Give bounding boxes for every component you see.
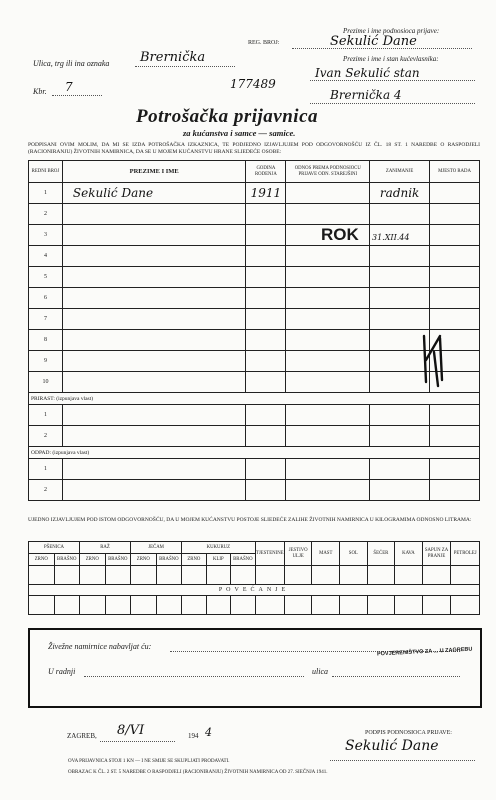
sub-header: ZRNO bbox=[29, 554, 55, 566]
row-number: 2 bbox=[29, 204, 63, 225]
row-number: 3 bbox=[29, 225, 63, 246]
table-row bbox=[29, 309, 480, 330]
applicant-label: Prezime i ime podnosioca prijave: bbox=[343, 27, 440, 35]
street-label: Ulica, trg ili ina oznaka bbox=[33, 59, 110, 68]
table-row bbox=[29, 288, 480, 309]
sub-header: ZRNO bbox=[182, 554, 207, 566]
col-odnos: ODNOS PREMA PODNOSIOCU PRIJAVE ODN. STAREJŠINI bbox=[286, 161, 370, 183]
entry-workplace bbox=[430, 183, 480, 204]
signature: Sekulić Dane bbox=[345, 738, 439, 754]
col-prezime: PREZIME I IME bbox=[62, 161, 246, 183]
sub-header: KLIP bbox=[206, 554, 231, 566]
row-number: 4 bbox=[29, 246, 63, 267]
page-subtitle: za kućanstva i samce — samice. bbox=[183, 128, 296, 138]
supply-box bbox=[28, 628, 482, 708]
col-redni-broj: REDNI BROJ bbox=[29, 161, 63, 183]
rok-date: 31.XII.44 bbox=[372, 233, 410, 242]
sub-header: BRAŠNO bbox=[105, 554, 131, 566]
col-secer: ŠEĆER bbox=[367, 542, 395, 566]
table-row bbox=[29, 372, 480, 393]
street-line bbox=[135, 66, 235, 67]
table-row bbox=[29, 405, 480, 426]
col-godina: GODINA RODENJA bbox=[246, 161, 286, 183]
col-ulje: JESTIVO ULJE bbox=[284, 542, 312, 566]
row-number: 1 bbox=[29, 459, 63, 480]
col-sapun: SAPUN ZA PRANJE bbox=[422, 542, 451, 566]
sub-header: BRAŠNO bbox=[54, 554, 80, 566]
kbr-label: Kbr. bbox=[33, 87, 47, 96]
applicant-name: Sekulić Dane bbox=[330, 34, 417, 49]
reg-number-label: REG. BROJ: bbox=[248, 40, 280, 46]
col-tjestenine: TJESTENINE bbox=[255, 542, 284, 566]
householder-line-2 bbox=[310, 103, 475, 104]
registration-number: 177489 bbox=[230, 77, 276, 91]
date-line bbox=[100, 741, 175, 742]
group-kukuruz: KUKURUZ bbox=[182, 542, 256, 554]
office-stamp: POVJERENIŠTVO ZA ... U ZAGREBU bbox=[376, 646, 473, 658]
householder-line bbox=[310, 80, 475, 81]
table-row bbox=[29, 330, 480, 351]
odpad-header-row bbox=[29, 447, 480, 459]
table-row bbox=[29, 183, 480, 204]
col-zanimanje: ZANIMANJE bbox=[370, 161, 430, 183]
table-row bbox=[29, 246, 480, 267]
table-row bbox=[29, 480, 480, 501]
shop-street-label: ulica bbox=[312, 667, 328, 676]
kbr-line bbox=[52, 95, 102, 96]
row-number: 9 bbox=[29, 351, 63, 372]
group-jecam: JEČAM bbox=[131, 542, 182, 554]
householder-label: Prezime i ime i stan kućevlasnika: bbox=[343, 55, 439, 63]
kbr-value: 7 bbox=[65, 80, 73, 94]
signature-line bbox=[330, 760, 475, 761]
sub-header: ZRNO bbox=[80, 554, 106, 566]
entry-name: Sekulić Dane bbox=[62, 183, 246, 204]
shop-label: U radnji bbox=[48, 667, 76, 676]
shop-street-line bbox=[332, 676, 460, 677]
householder-address: Brernička 4 bbox=[330, 88, 402, 102]
prirast-header-row bbox=[29, 393, 480, 405]
entry-occupation: radnik bbox=[370, 183, 430, 204]
supply-label: Živežne namirnice nabavljat ću: bbox=[48, 642, 152, 651]
col-petrolej: PETROLEJ bbox=[451, 542, 480, 566]
row-number: 6 bbox=[29, 288, 63, 309]
place-label: ZAGREB, bbox=[67, 732, 97, 740]
shop-line bbox=[84, 676, 304, 677]
year-value: 4 bbox=[205, 726, 212, 739]
odpad-label: ODPAD: (izpunjava vlast) bbox=[29, 447, 480, 459]
row-number: 1 bbox=[29, 183, 63, 204]
stock-increase-row bbox=[29, 596, 480, 615]
footer-note-1: OVA PRIJAVNICA STOJI 1 KN — I NE SMIJE SE SKUPLJATI PRODAVATI. bbox=[68, 759, 230, 764]
row-number: 8 bbox=[29, 330, 63, 351]
col-mast: MAST bbox=[312, 542, 340, 566]
col-kava: KAVA bbox=[395, 542, 423, 566]
stock-table bbox=[28, 541, 480, 615]
rok-stamp: ROK bbox=[321, 225, 359, 244]
sub-header: BRAŠNO bbox=[156, 554, 182, 566]
group-psenica: PŠENICA bbox=[29, 542, 80, 554]
householder-name: Ivan Sekulić stan bbox=[315, 66, 420, 80]
street-value: Brernička bbox=[140, 50, 206, 65]
group-raz: RAŽ bbox=[80, 542, 131, 554]
table-row bbox=[29, 351, 480, 372]
page-title: Potrošačka prijavnica bbox=[136, 106, 319, 127]
table-row bbox=[29, 225, 480, 246]
prirast-label: PRIRAST: (izpunjava vlast) bbox=[29, 393, 480, 405]
table-header-row bbox=[29, 161, 480, 183]
household-table bbox=[28, 160, 480, 501]
declaration-text: UJEDNO IZJAVLJUJEM POD ISTOM ODGOVORNOŠĆU, DA U MOJEM KUĆANSTVU POSTOJE SLIEDEĆE ZALIHE ŽIVOTNIH NAMIRNICA U KILOGRAMIMA ODNOSNO LITRAMA: bbox=[28, 517, 472, 523]
col-mjesto: MJESTO RADA bbox=[430, 161, 480, 183]
entry-relation bbox=[286, 183, 370, 204]
entry-year: 1911 bbox=[246, 183, 286, 204]
year-label: 194 bbox=[188, 732, 199, 740]
footer-note-2: OBRAZAC K ČL. 2 ST. 5 NAREDBE O RASPODJELI (RACIONIRANJU) ŽIVOTNIH NAMIRNICA OD 27. SIEČNJA 1941. bbox=[68, 770, 328, 775]
stock-group-row bbox=[29, 542, 480, 554]
row-number: 2 bbox=[29, 426, 63, 447]
row-number: 1 bbox=[29, 405, 63, 426]
intro-text: PODPISANI OVIM MOLIM, DA MI SE IZDA POTROŠAČKA IZKAZNICA, TE PODJEDNO IZJAVLJUJEM POD ODGOVORNOŠĆU IZ ČL. 18 ST. 1 NAREDBE O RASPODJELI (RACIONIRANJU) ŽIVOTNIH NAMIRNICA, DA SE U MOJEM KUĆANSTVU HRANE SLIEDEĆE OSOBE: bbox=[28, 142, 480, 155]
handwritten-mark bbox=[420, 330, 448, 388]
table-row bbox=[29, 426, 480, 447]
table-row bbox=[29, 267, 480, 288]
sub-header: ZRNO bbox=[131, 554, 157, 566]
col-sol: SOL bbox=[340, 542, 368, 566]
row-number: 7 bbox=[29, 309, 63, 330]
date-value: 8/VI bbox=[117, 723, 145, 738]
signature-label: PODPIS PODNOSIOCA PRIJAVE: bbox=[365, 730, 452, 736]
povecanje-label: POVEĆANJE bbox=[29, 585, 480, 596]
povecanje-row bbox=[29, 585, 480, 596]
sub-header: BRAŠNO bbox=[231, 554, 256, 566]
stock-values-row bbox=[29, 566, 480, 585]
row-number: 5 bbox=[29, 267, 63, 288]
row-number: 2 bbox=[29, 480, 63, 501]
row-number: 10 bbox=[29, 372, 63, 393]
table-row bbox=[29, 204, 480, 225]
table-row bbox=[29, 459, 480, 480]
